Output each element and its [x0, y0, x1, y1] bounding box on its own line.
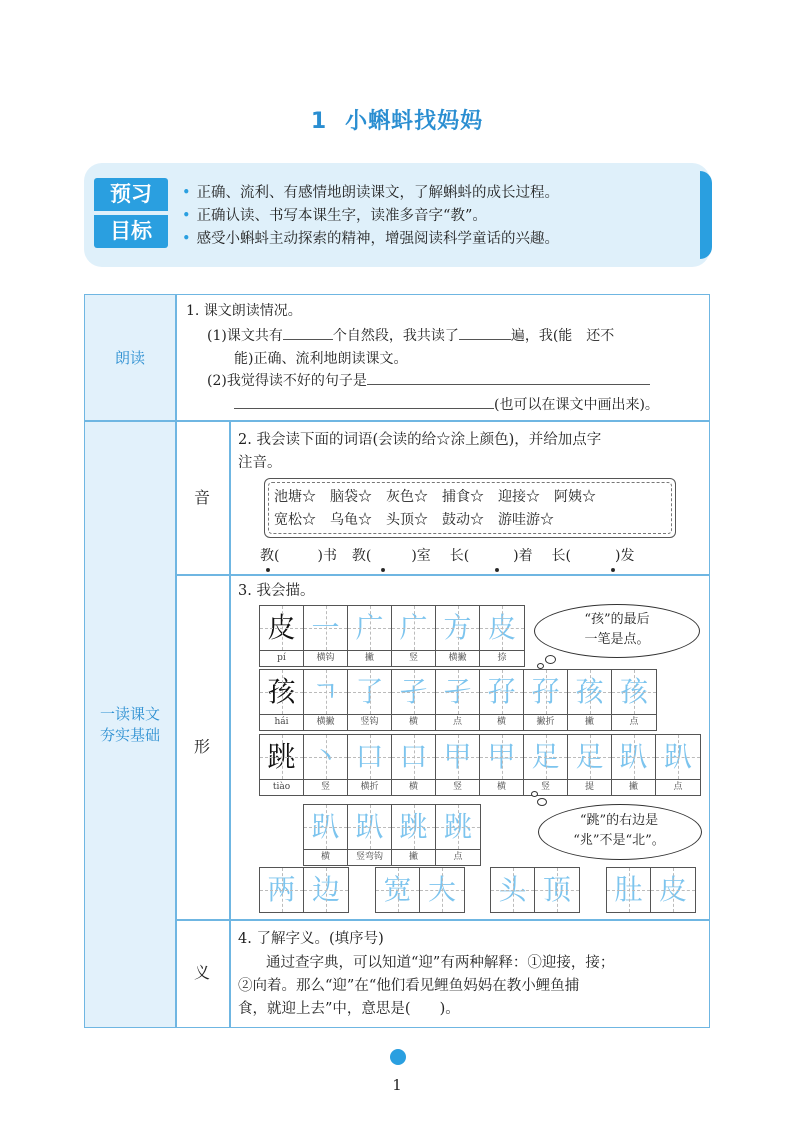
stroke-name: 竖: [436, 779, 480, 795]
stroke-name: 横折: [348, 779, 392, 795]
q1-p1-text-a: (1)课文共有: [207, 328, 283, 344]
stroke-name: 横: [480, 779, 524, 795]
word-grid-dupi: [606, 867, 696, 913]
goals-side-tab: [700, 171, 712, 259]
dotted-char: 教: [260, 548, 274, 564]
goal-item: • 感受小蝌蚪主动探索的精神，增强阅读科学童话的兴趣。: [182, 228, 559, 251]
divider-form: [175, 919, 709, 921]
trace-stroke[interactable]: 孖: [524, 670, 568, 714]
q4-heading: 4. 了解字义。(填序号): [238, 931, 384, 947]
trace-stroke[interactable]: 甲: [480, 735, 524, 779]
lesson-title-text: 小蝌蚪找妈妈: [345, 109, 484, 134]
row-label-basics: [85, 421, 175, 1027]
stroke-name: 横: [480, 714, 524, 730]
trace-stroke[interactable]: 孖: [480, 670, 524, 714]
dotted-char: 长: [449, 548, 464, 564]
cloud-tail-dot: [531, 791, 538, 797]
goals-badge-line1: 预习: [94, 178, 168, 211]
tip-cloud-tiao-text: [546, 811, 692, 851]
stroke-name: 点: [453, 852, 463, 862]
goals-list: [182, 182, 559, 251]
stroke-label-strip-pi: [259, 650, 525, 667]
emphasis-dot: [495, 568, 499, 572]
stroke-name: 竖: [304, 779, 348, 795]
q1-difficult-sentence-blank-2[interactable]: [234, 394, 494, 409]
stroke-name: 竖钩: [348, 714, 392, 730]
stroke-name: 撇: [612, 779, 656, 795]
trace-stroke[interactable]: 孑: [392, 670, 436, 714]
q1-part2-line1: [207, 370, 650, 392]
stroke-name: 竖: [524, 779, 568, 795]
stroke-name: 撇: [568, 714, 612, 730]
stroke-name: 提: [568, 779, 612, 795]
cloud-tail-dot: [537, 798, 547, 806]
goal-item: • 正确认读、书写本课生字，读准多音字“教”。: [182, 205, 559, 228]
trace-grid-tiao: [259, 734, 701, 780]
goal-item: • 正确、流利、有感情地朗读课文，了解蝌蚪的成长过程。: [182, 182, 559, 205]
tip-cloud-hai-text: [544, 610, 690, 650]
divider-sound: [175, 574, 709, 576]
row-label-reading: [85, 295, 175, 420]
trace-stroke[interactable]: 丶: [304, 735, 348, 779]
pinyin-line: 教( )书 教( )室 长( )着 长( )发: [260, 548, 635, 564]
stroke-name: 横: [392, 779, 436, 795]
trace-char[interactable]: 肚: [607, 868, 651, 912]
q4-line2: ②向着。那么“迎”在“他们看见鲤鱼妈妈在教小鲤鱼捕: [238, 978, 580, 994]
sub-label-meaning: 义: [194, 963, 211, 982]
q1-p1-text-c: 遍，我(能 还不: [510, 328, 615, 344]
trace-char[interactable]: 边: [304, 868, 348, 912]
row-label-basics-line1: 一读课文: [99, 705, 160, 723]
model-char: 皮: [260, 606, 304, 650]
stroke-name: 横撇: [436, 650, 480, 666]
tip-tiao-line2: “兆”不是“北”。: [573, 833, 665, 848]
emphasis-dot: [611, 568, 615, 572]
q4-line1: 通过查字典，可以知道“迎”有两种解释：①迎接，接；: [266, 955, 615, 971]
goals-badge-line2: 目标: [94, 215, 168, 248]
q4-line3: 食，就迎上去”中，意思是( )。: [238, 1001, 460, 1017]
q1-difficult-sentence-blank[interactable]: [367, 370, 650, 385]
trace-grid-hai: [259, 669, 657, 715]
lesson-number: 1: [310, 109, 328, 134]
word-tail: 着: [518, 548, 533, 564]
tip-hai-line1: “孩”的最后: [584, 612, 650, 627]
dotted-char: 长: [551, 548, 566, 564]
stroke-name: 撇: [348, 650, 392, 666]
trace-char[interactable]: 大: [420, 868, 464, 912]
lesson-title: [0, 104, 794, 135]
stroke-name: 撇: [392, 849, 436, 865]
row-label-reading-text: 朗读: [114, 349, 145, 367]
row-label-basics-line2: 夯实基础: [99, 726, 160, 744]
q1-read-times-blank[interactable]: [459, 325, 511, 340]
q1-part1-line1: [207, 325, 614, 347]
q1-p2-text-b: (也可以在课文中画出来)。: [494, 397, 659, 413]
divider-vertical-a: [175, 295, 177, 1027]
word-grid-kuanda: [375, 867, 465, 913]
trace-char[interactable]: 两: [260, 868, 304, 912]
q1-p1-text-d: 能)正确、流利地朗读课文。: [234, 351, 408, 367]
stroke-label-strip-hai: [259, 714, 657, 731]
word-grid-liangbian: [259, 867, 349, 913]
stroke-name: 竖弯钩: [348, 849, 392, 865]
sub-label-sound: 音: [194, 488, 211, 507]
trace-stroke[interactable]: 甲: [436, 735, 480, 779]
trace-stroke[interactable]: 足: [568, 735, 612, 779]
stroke-name: 横撇: [304, 714, 348, 730]
trace-char[interactable]: 宽: [376, 868, 420, 912]
stroke-name: 点: [436, 714, 480, 730]
trace-stroke[interactable]: 趴: [656, 735, 700, 779]
q1-paragraph-count-blank[interactable]: [283, 325, 333, 340]
trace-stroke[interactable]: 皮: [480, 606, 524, 650]
divider-row1: [85, 420, 709, 422]
trace-stroke[interactable]: 足: [524, 735, 568, 779]
trace-char[interactable]: 皮: [651, 868, 695, 912]
emphasis-dot: [266, 568, 270, 572]
q1-p2-text-a: (2)我觉得读不好的句子是: [207, 373, 367, 389]
trace-grid-pi: [259, 605, 525, 651]
trace-char[interactable]: 顶: [535, 868, 579, 912]
stroke-label-strip-tiao-continued: [303, 849, 481, 866]
stroke-name: 横钩: [304, 650, 348, 666]
trace-stroke[interactable]: 孑: [436, 670, 480, 714]
trace-stroke[interactable]: 广: [392, 606, 436, 650]
stroke-label-strip-tiao: [259, 779, 701, 796]
trace-stroke[interactable]: 孩: [612, 670, 656, 714]
word-row-2[interactable]: 宽松☆ 乌龟☆ 头顶☆ 鼓动☆ 游哇游☆: [274, 512, 554, 528]
stroke-name: 点: [673, 782, 683, 792]
goals-badge: [94, 178, 168, 252]
q1-heading: 1. 课文朗读情况。: [186, 303, 302, 319]
stroke-name: 横: [392, 714, 436, 730]
trace-stroke[interactable]: 跳: [436, 805, 480, 849]
trace-char[interactable]: 头: [491, 868, 535, 912]
q3-heading: 3. 我会描。: [238, 583, 315, 599]
word-grid-touding: [490, 867, 580, 913]
word-row-1[interactable]: 池塘☆ 脑袋☆ 灰色☆ 捕食☆ 迎接☆ 阿姨☆: [274, 489, 596, 505]
stroke-name: 竖: [392, 650, 436, 666]
trace-stroke[interactable]: 方: [436, 606, 480, 650]
preview-goals-panel: [84, 163, 710, 267]
trace-grid-tiao-continued: [303, 804, 481, 850]
word-tail: 室: [416, 548, 431, 564]
page-marker-dot: [390, 1049, 406, 1065]
page-number: 1: [392, 1076, 402, 1094]
pinyin-label: hái: [260, 714, 304, 730]
trace-stroke[interactable]: 了: [348, 670, 392, 714]
tip-tiao-line1: “跳”的右边是: [579, 813, 659, 828]
q2-heading-line1: 2. 我会读下面的词语(会读的给☆涂上颜色)，并给加点字: [238, 432, 602, 448]
stroke-name: 横: [304, 849, 348, 865]
trace-stroke[interactable]: 趴: [612, 735, 656, 779]
emphasis-dot: [381, 568, 385, 572]
tip-hai-line2: 一笔是点。: [584, 632, 650, 647]
word-tail: 书: [322, 548, 337, 564]
sub-label-form: 形: [194, 737, 211, 756]
trace-stroke[interactable]: 孩: [568, 670, 612, 714]
word-tail: 发: [620, 548, 635, 564]
q1-part2-line2: [234, 394, 659, 416]
trace-stroke[interactable]: 趴: [304, 805, 348, 849]
stroke-name: 捺: [497, 653, 507, 663]
trace-stroke[interactable]: ㄱ: [304, 670, 348, 714]
model-char: 跳: [260, 735, 304, 779]
q2-heading-line2: 注音。: [238, 455, 282, 471]
trace-stroke[interactable]: 跳: [392, 805, 436, 849]
trace-stroke[interactable]: 广: [348, 606, 392, 650]
cloud-tail-dot: [545, 655, 556, 664]
trace-stroke[interactable]: 趴: [348, 805, 392, 849]
pinyin-label: tiào: [260, 779, 304, 795]
pinyin-label: pí: [260, 650, 304, 666]
stroke-name: 撇折: [524, 714, 568, 730]
trace-stroke[interactable]: 口: [348, 735, 392, 779]
dotted-char: 教: [351, 548, 366, 564]
stroke-name: 点: [629, 717, 639, 727]
model-char: 孩: [260, 670, 304, 714]
divider-vertical-b: [229, 421, 231, 1027]
trace-stroke[interactable]: 口: [392, 735, 436, 779]
q1-p1-text-b: 个自然段，我共读了: [332, 328, 459, 344]
trace-stroke[interactable]: 一: [304, 606, 348, 650]
